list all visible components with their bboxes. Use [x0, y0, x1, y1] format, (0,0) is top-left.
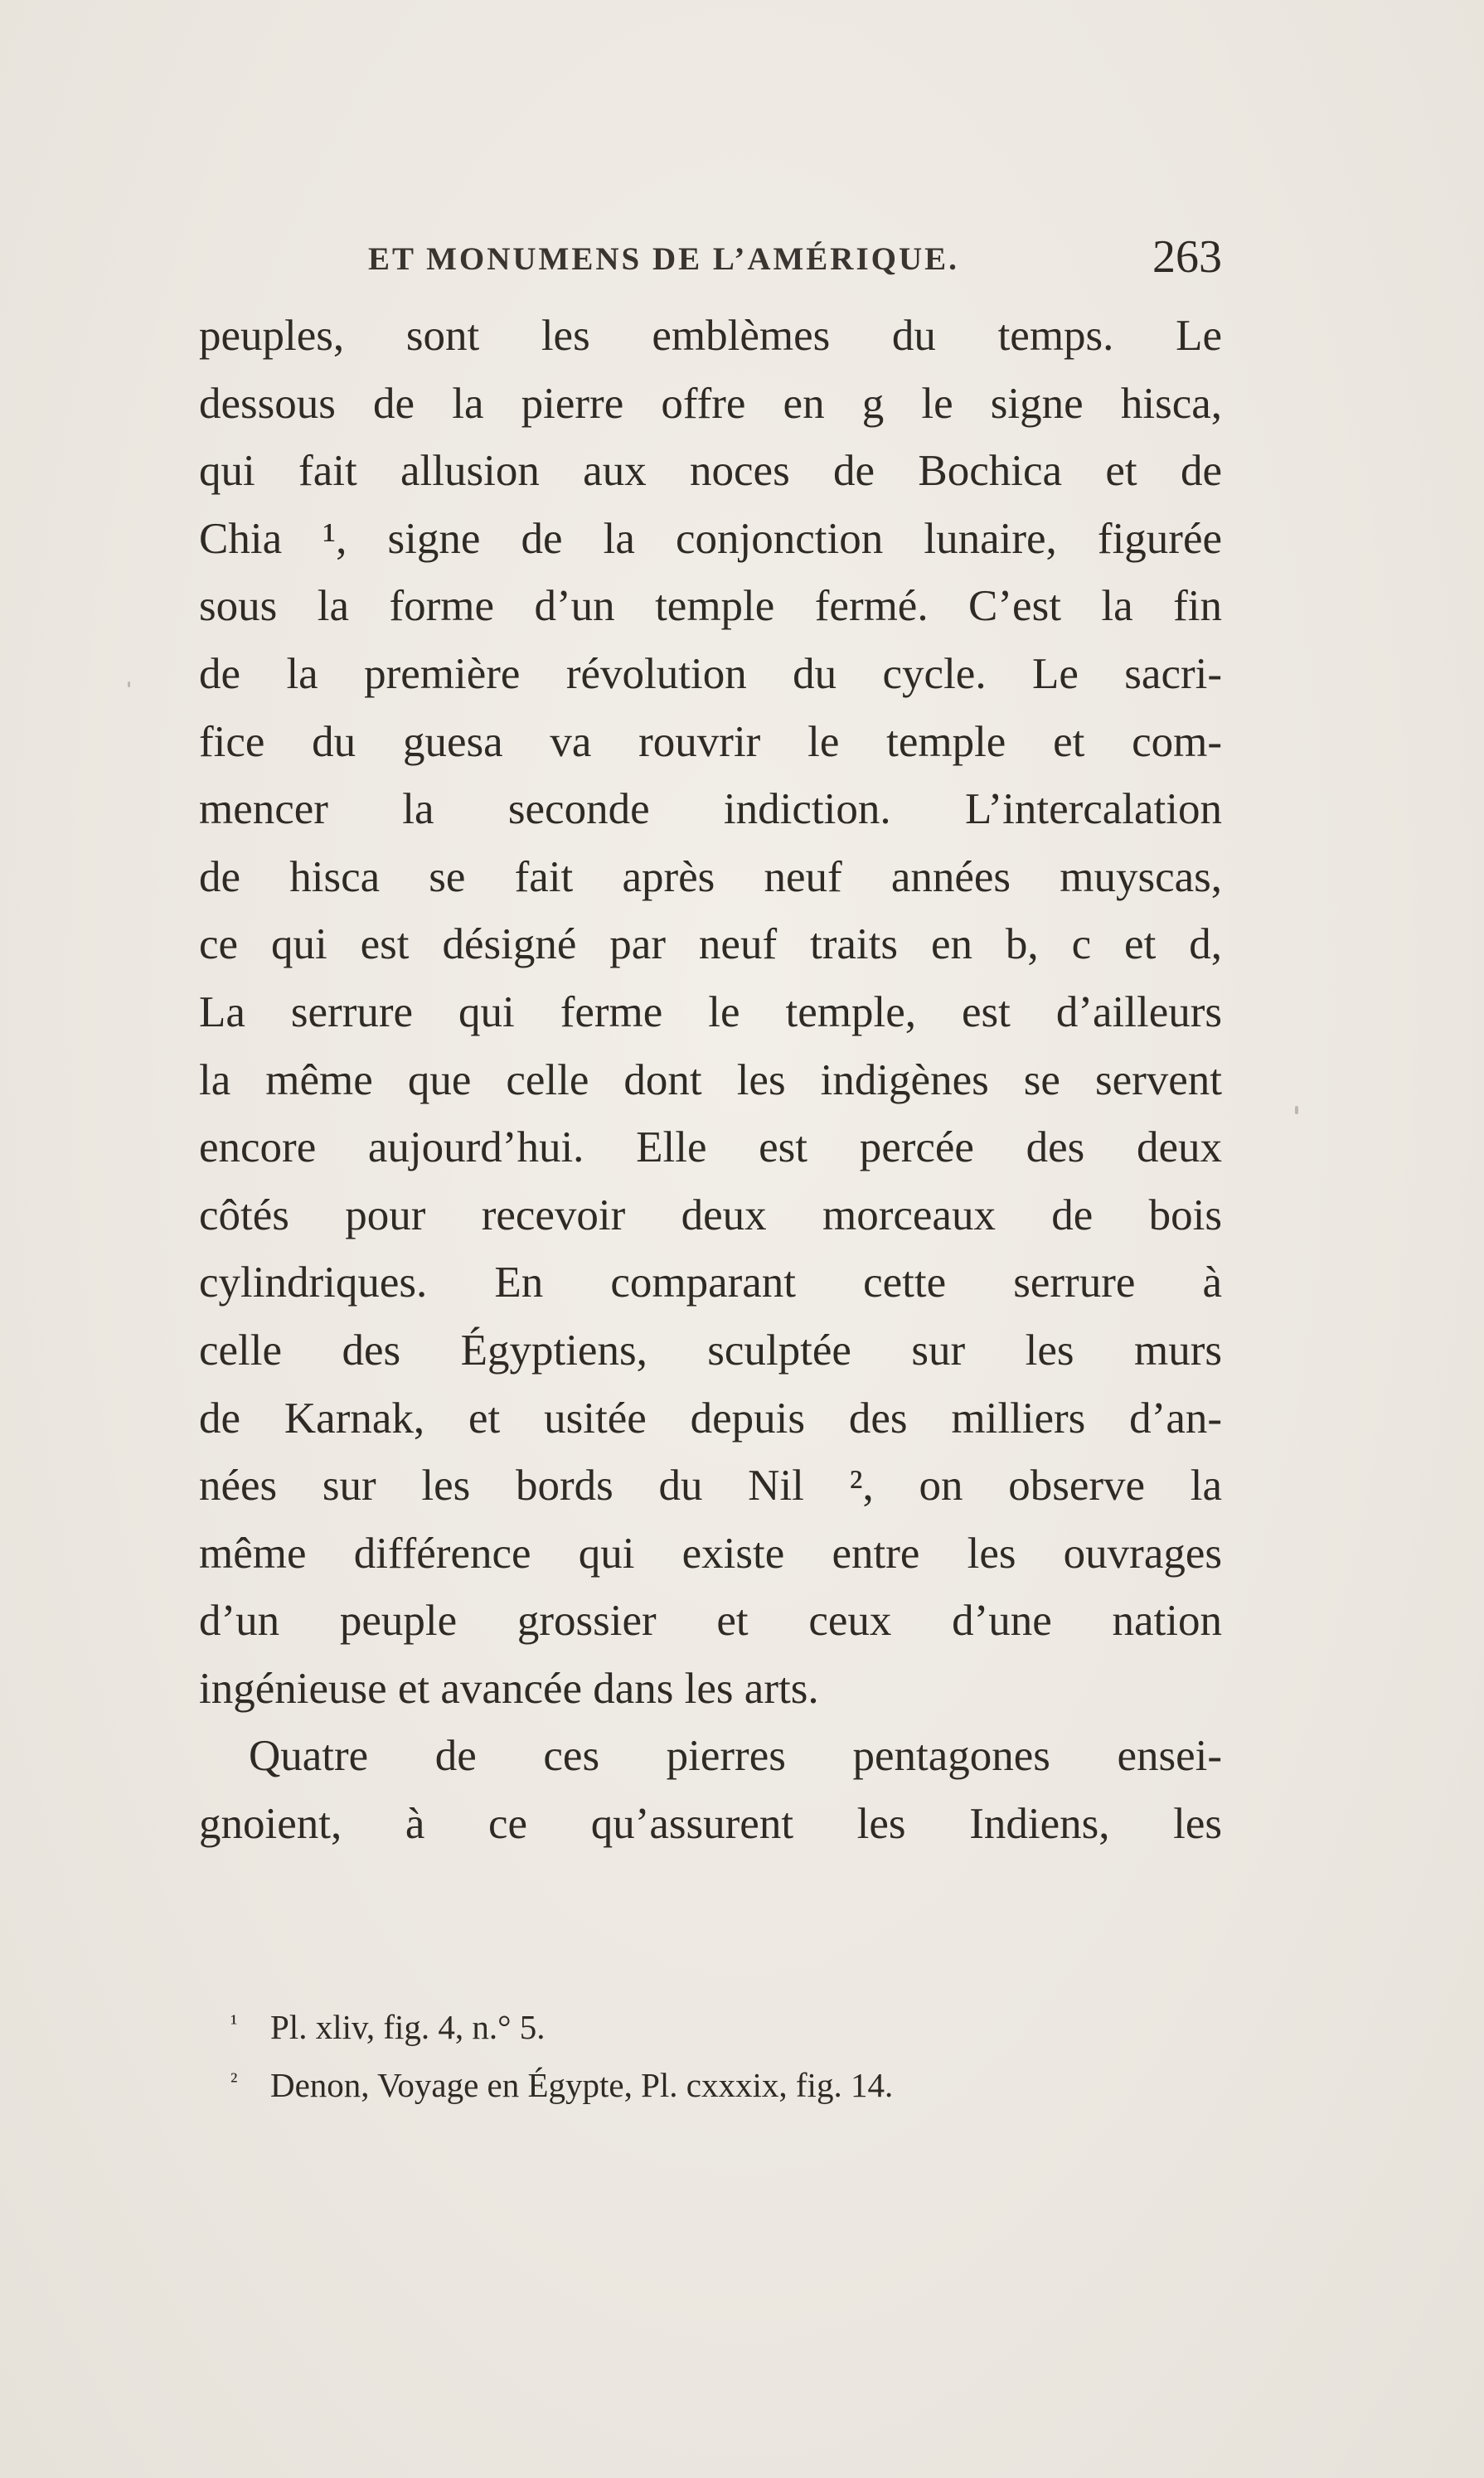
text-line: cylindriques. En comparant cette serrure à	[199, 1258, 1222, 1307]
text-line: côtés pour recevoir deux morceaux de bois	[199, 1191, 1222, 1239]
footnote	[230, 1996, 1225, 2054]
page-header	[368, 230, 1222, 289]
text-line: mencer la seconde indiction. L’intercalation	[199, 785, 1222, 834]
running-title: ET MONUMENS DE L’AMÉRIQUE.	[368, 241, 959, 277]
text-line: fice du guesa va rouvrir le temple et com-	[199, 717, 1222, 766]
footnote	[230, 2054, 1225, 2112]
footnotes	[230, 1996, 1225, 2112]
text-line: La serrure qui ferme le temple, est d’ailleurs	[199, 987, 1222, 1036]
text-line: gnoient, à ce qu’assurent les Indiens, les	[199, 1800, 1222, 1849]
text-line: la même que celle dont les indigènes se servent	[199, 1055, 1222, 1104]
text-line: sous la forme d’un temple fermé. C’est la fin	[199, 582, 1222, 631]
text-line: même différence qui existe entre les ouvrages	[199, 1529, 1222, 1578]
text-line: ingénieuse et avancée dans les arts.	[199, 1664, 819, 1713]
text-line: de Karnak, et usitée depuis des milliers d’an-	[199, 1394, 1222, 1443]
paper-speck	[128, 681, 130, 687]
footnote-text: Denon, Voyage en Égypte, Pl. cxxxix, fig. 14.	[270, 2066, 894, 2104]
text-line: encore aujourd’hui. Elle est percée des deux	[199, 1123, 1222, 1172]
footnote-text: Pl. xliv, fig. 4, n.° 5.	[270, 2008, 546, 2046]
footnote-mark: ²	[230, 2068, 238, 2094]
page-number: 263	[1152, 231, 1222, 283]
text-line: peuples, sont les emblèmes du temps. Le	[199, 312, 1222, 360]
text-line: ce qui est désigné par neuf traits en b, c et d,	[199, 920, 1222, 969]
text-line: d’un peuple grossier et ceux d’une nation	[199, 1597, 1222, 1646]
text-line: Chia ¹, signe de la conjonction lunaire, figurée	[199, 514, 1222, 563]
footnote-mark: ¹	[230, 2010, 238, 2036]
paper-speck	[1295, 1106, 1298, 1114]
text-line: qui fait allusion aux noces de Bochica et de	[199, 447, 1222, 496]
text-line: Quatre de ces pierres pentagones ensei-	[249, 1732, 1222, 1781]
text-line: nées sur les bords du Nil ², on observe la	[199, 1462, 1222, 1511]
text-line: dessous de la pierre offre en g le signe hisca,	[199, 379, 1222, 428]
text-line: celle des Égyptiens, sculptée sur les murs	[199, 1326, 1222, 1375]
text-line: de hisca se fait après neuf années muyscas,	[199, 852, 1222, 901]
text-line: de la première révolution du cycle. Le sacri-	[199, 649, 1222, 698]
body-text	[199, 303, 1222, 1859]
